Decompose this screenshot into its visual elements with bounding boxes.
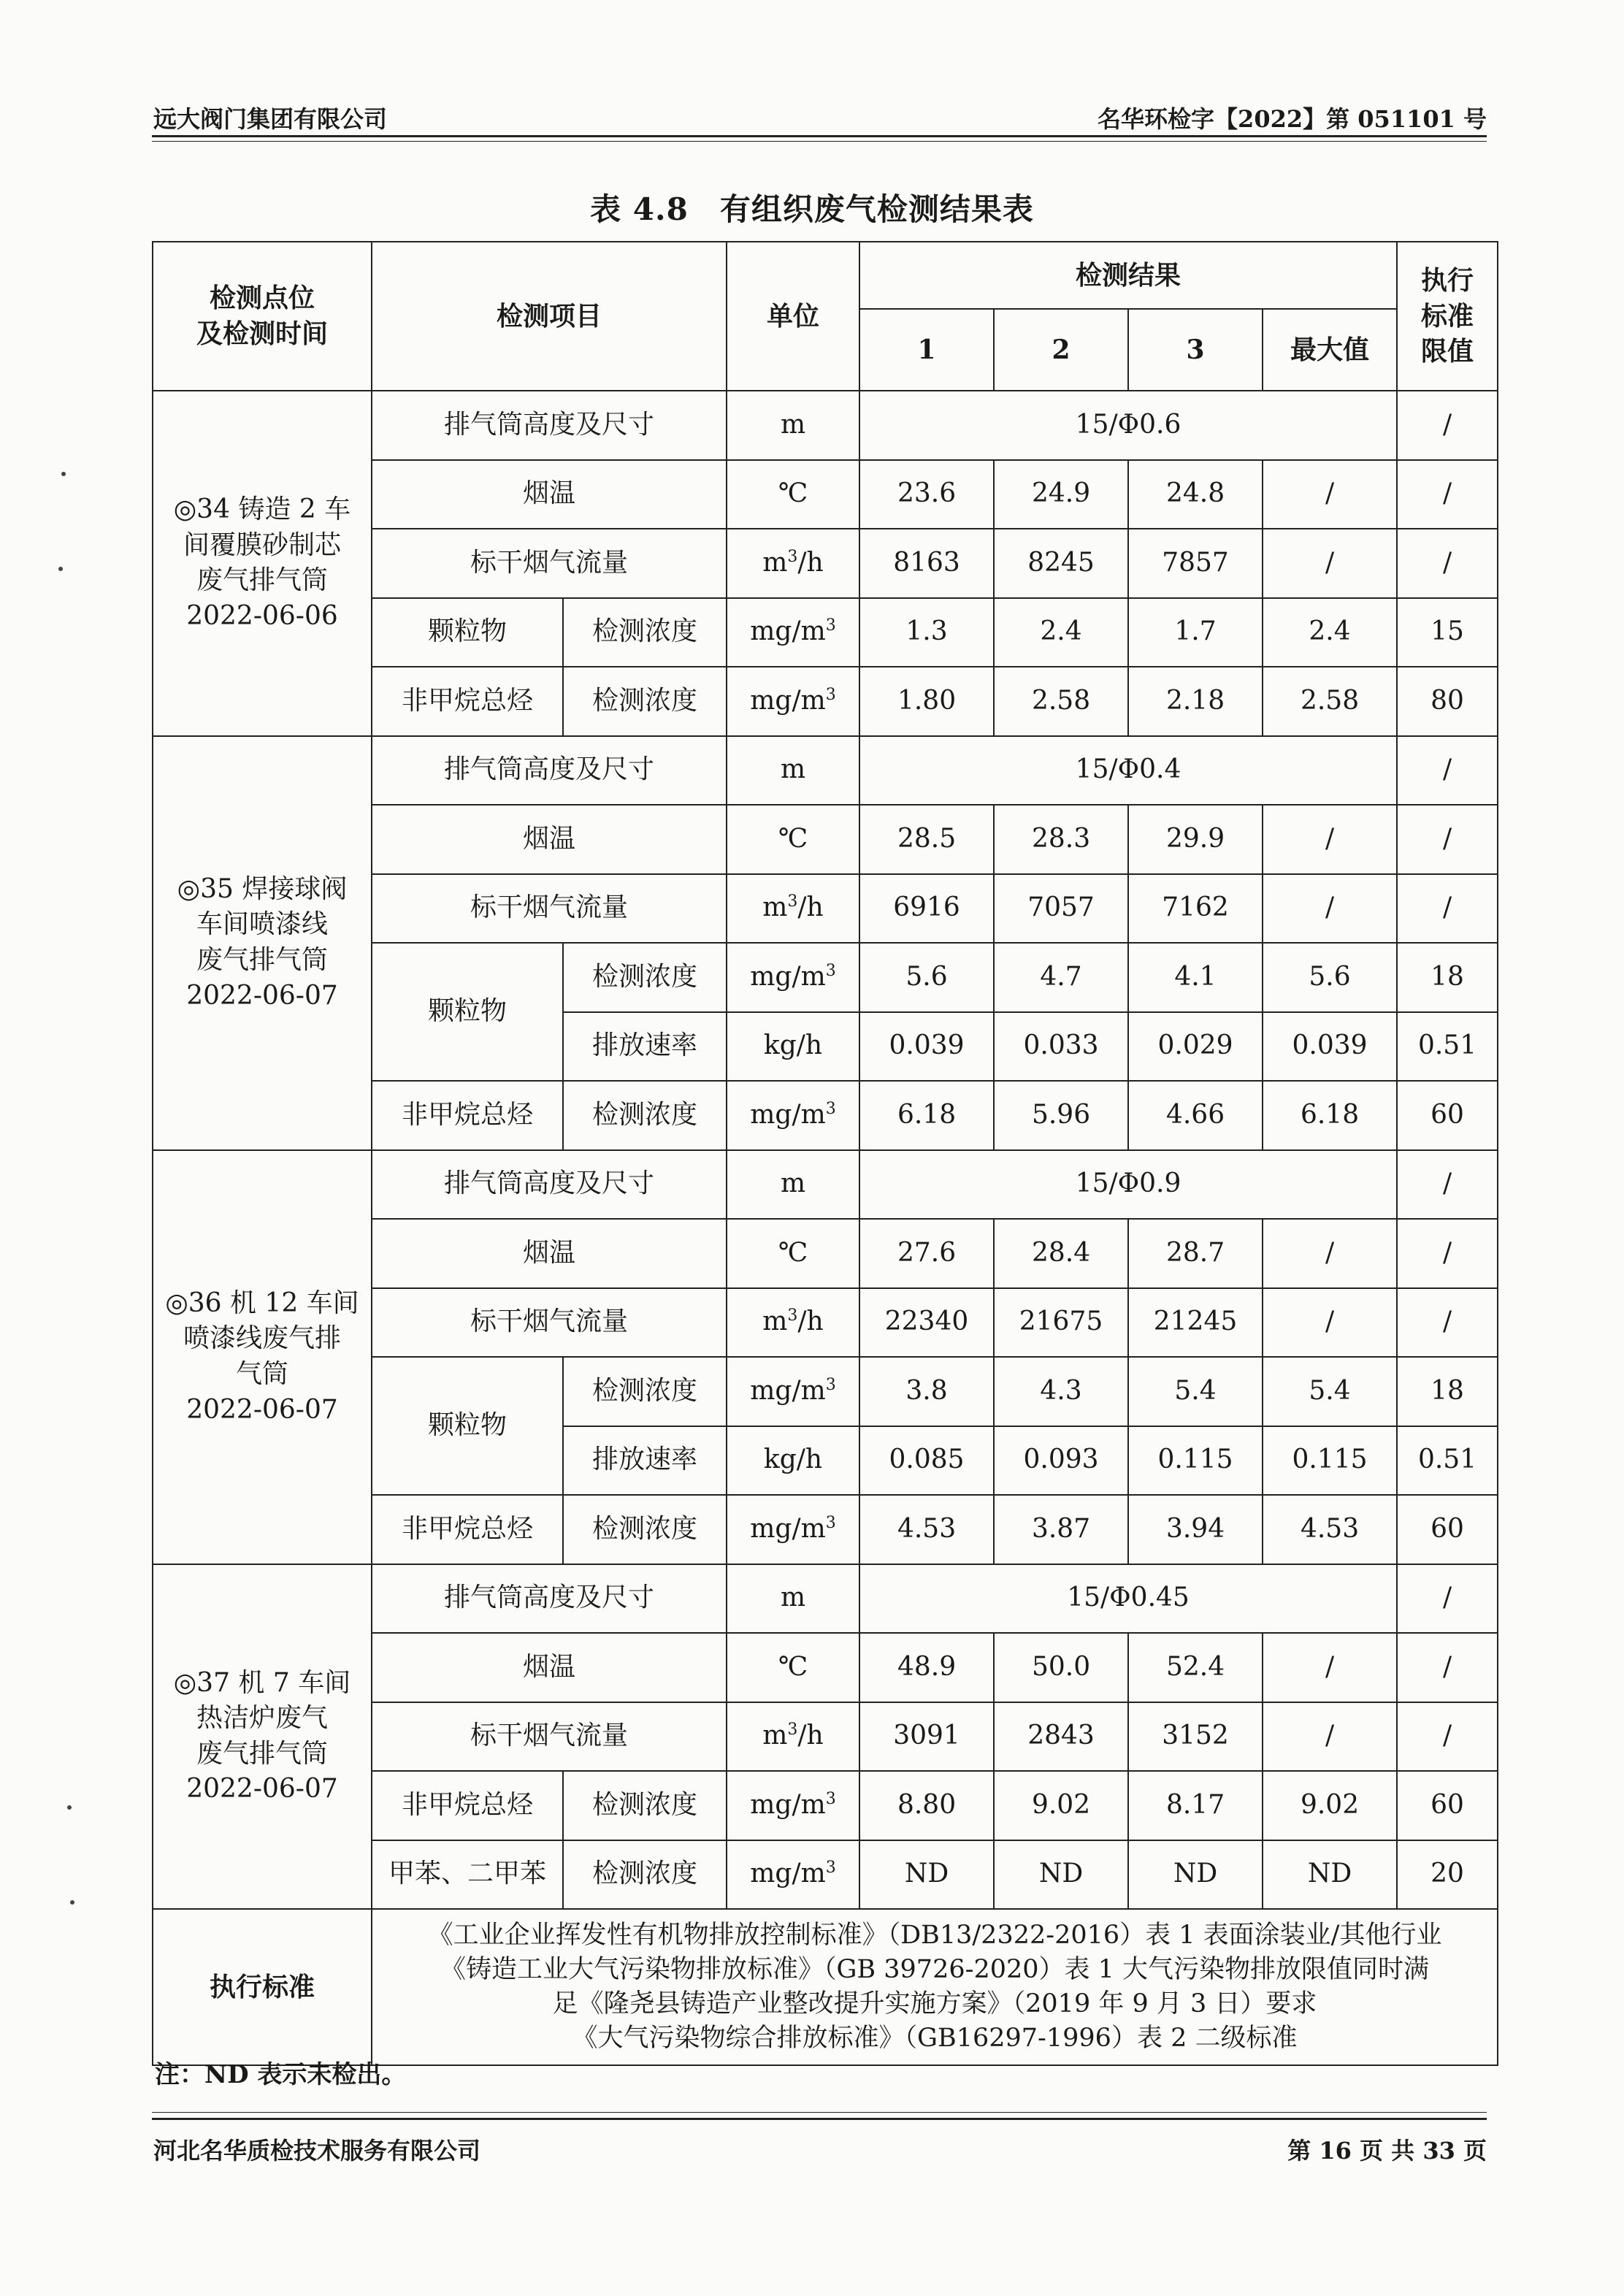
merged-result-cell: 15/Φ0.6 bbox=[859, 391, 1397, 460]
max-cell: ND bbox=[1263, 1840, 1397, 1910]
max-cell: / bbox=[1263, 1633, 1397, 1702]
unit-cell bbox=[727, 874, 859, 944]
limit-cell: / bbox=[1397, 874, 1498, 944]
header-report-number: 名华环检字【2022】第 051101 号 bbox=[1098, 105, 1487, 133]
unit-superscript: 3 bbox=[825, 1513, 836, 1532]
footnote: 注：ND 表示未检出。 bbox=[155, 2060, 407, 2089]
result-cell: 52.4 bbox=[1128, 1633, 1263, 1702]
point-cell: ◎36 机 12 车间 喷漆线废气排 气筒 2022-06-07 bbox=[153, 1150, 372, 1564]
standard-line: 足《隆尧县铸造产业整改提升实施方案》（2019 年 9 月 3 日）要求 bbox=[552, 1989, 1317, 2018]
unit-cell bbox=[727, 1288, 859, 1358]
max-cell: / bbox=[1263, 460, 1397, 529]
result-cell: 0.093 bbox=[994, 1426, 1128, 1496]
result-cell: 7857 bbox=[1128, 529, 1263, 598]
point-cell: ◎37 机 7 车间 热洁炉废气 废气排气筒 2022-06-07 bbox=[153, 1564, 372, 1910]
item-category-cell: 非甲烷总烃 bbox=[372, 1771, 563, 1840]
unit-cell bbox=[727, 943, 859, 1012]
result-cell: 3.87 bbox=[994, 1495, 1128, 1564]
unit-superscript: 3 bbox=[787, 892, 798, 911]
item-cell: 标干烟气流量 bbox=[372, 529, 727, 598]
result-cell: 2843 bbox=[994, 1702, 1128, 1772]
result-cell: 2.18 bbox=[1128, 667, 1263, 736]
unit-cell: m bbox=[727, 1150, 859, 1220]
unit-superscript: 3 bbox=[825, 1375, 836, 1394]
footer-page-number: 第 16 页 共 33 页 bbox=[1287, 2137, 1487, 2165]
standard-label: 执行标准 bbox=[153, 1909, 372, 2065]
unit-cell: ℃ bbox=[727, 805, 859, 874]
unit-superscript: 3 bbox=[825, 1789, 836, 1808]
unit-cell bbox=[727, 529, 859, 598]
table-row bbox=[153, 1150, 1498, 1220]
limit-cell: / bbox=[1397, 1564, 1498, 1634]
unit-superscript: 3 bbox=[825, 685, 836, 704]
unit-cell: m bbox=[727, 1564, 859, 1634]
limit-cell: 0.51 bbox=[1397, 1012, 1498, 1082]
unit-base: mg/m bbox=[750, 1859, 826, 1889]
item-cell: 烟温 bbox=[372, 460, 727, 529]
max-cell: 5.4 bbox=[1263, 1357, 1397, 1426]
item-cell: 标干烟气流量 bbox=[372, 1702, 727, 1772]
result-cell: 50.0 bbox=[994, 1633, 1128, 1702]
max-cell: / bbox=[1263, 1702, 1397, 1772]
col-header-item: 检测项目 bbox=[372, 242, 727, 391]
col-header-r2: 2 bbox=[994, 309, 1128, 391]
table-row bbox=[153, 1564, 1498, 1634]
standard-row bbox=[153, 1909, 1498, 2065]
unit-tail: /h bbox=[797, 1721, 824, 1751]
result-cell: 3152 bbox=[1128, 1702, 1263, 1772]
result-cell: 0.029 bbox=[1128, 1012, 1263, 1082]
unit-superscript: 3 bbox=[825, 961, 836, 980]
col-header-results: 检测结果 bbox=[859, 242, 1397, 309]
merged-result-cell: 15/Φ0.4 bbox=[859, 736, 1397, 805]
result-cell: 24.8 bbox=[1128, 460, 1263, 529]
limit-cell: 60 bbox=[1397, 1495, 1498, 1564]
result-cell: 1.7 bbox=[1128, 598, 1263, 667]
header-row bbox=[153, 242, 1498, 309]
max-cell: 9.02 bbox=[1263, 1771, 1397, 1840]
max-cell: / bbox=[1263, 805, 1397, 874]
result-cell: 5.4 bbox=[1128, 1357, 1263, 1426]
result-cell: 3.8 bbox=[859, 1357, 994, 1426]
limit-cell: 0.51 bbox=[1397, 1426, 1498, 1496]
unit-cell bbox=[727, 598, 859, 667]
result-cell: 27.6 bbox=[859, 1219, 994, 1288]
unit-base: m bbox=[762, 1306, 788, 1337]
item-cell: 排气筒高度及尺寸 bbox=[372, 1564, 727, 1634]
item-cell: 烟温 bbox=[372, 805, 727, 874]
item-metric-cell: 检测浓度 bbox=[563, 1840, 727, 1910]
result-cell: 9.02 bbox=[994, 1771, 1128, 1840]
unit-base: m bbox=[762, 892, 788, 923]
unit-base: mg/m bbox=[750, 685, 826, 716]
result-cell: 29.9 bbox=[1128, 805, 1263, 874]
unit-base: mg/m bbox=[750, 616, 826, 647]
limit-cell: / bbox=[1397, 736, 1498, 805]
result-cell: 5.96 bbox=[994, 1081, 1128, 1150]
header-rule-thin bbox=[152, 141, 1487, 142]
merged-result-cell: 15/Φ0.9 bbox=[859, 1150, 1397, 1220]
scan-speck bbox=[58, 567, 63, 571]
unit-superscript: 3 bbox=[787, 1306, 798, 1325]
result-cell: 7162 bbox=[1128, 874, 1263, 944]
result-cell: 4.1 bbox=[1128, 943, 1263, 1012]
result-cell: 3091 bbox=[859, 1702, 994, 1772]
item-metric-cell: 检测浓度 bbox=[563, 1081, 727, 1150]
result-cell: 4.53 bbox=[859, 1495, 994, 1564]
max-cell: / bbox=[1263, 1288, 1397, 1358]
result-cell: 4.7 bbox=[994, 943, 1128, 1012]
unit-superscript: 3 bbox=[787, 1721, 798, 1740]
col-header-unit: 单位 bbox=[727, 242, 859, 391]
item-cell: 标干烟气流量 bbox=[372, 1288, 727, 1358]
limit-cell: / bbox=[1397, 1633, 1498, 1702]
table-row bbox=[153, 736, 1498, 805]
footer-company: 河北名华质检技术服务有限公司 bbox=[153, 2137, 481, 2165]
standard-line: 《大气污染物综合排放标准》（GB16297-1996）表 2 二级标准 bbox=[572, 2024, 1298, 2054]
result-cell: 28.3 bbox=[994, 805, 1128, 874]
unit-tail: /h bbox=[797, 1306, 824, 1337]
unit-base: mg/m bbox=[750, 1513, 826, 1544]
result-cell: 6.18 bbox=[859, 1081, 994, 1150]
max-cell: 4.53 bbox=[1263, 1495, 1397, 1564]
standard-line: 《铸造工业大气污染物排放标准》（GB 39726-2020）表 1 大气污染物排放限值同时满 bbox=[440, 1954, 1430, 1984]
max-cell: 0.115 bbox=[1263, 1426, 1397, 1496]
item-cell: 标干烟气流量 bbox=[372, 874, 727, 944]
limit-cell: 60 bbox=[1397, 1771, 1498, 1840]
limit-cell: / bbox=[1397, 460, 1498, 529]
point-cell: ◎35 焊接球阀 车间喷漆线 废气排气筒 2022-06-07 bbox=[153, 736, 372, 1150]
item-cell: 烟温 bbox=[372, 1633, 727, 1702]
limit-cell: / bbox=[1397, 1702, 1498, 1772]
limit-cell: / bbox=[1397, 805, 1498, 874]
result-cell: 3.94 bbox=[1128, 1495, 1263, 1564]
unit-base: mg/m bbox=[750, 1375, 826, 1406]
unit-superscript: 3 bbox=[825, 616, 836, 635]
limit-cell: / bbox=[1397, 1219, 1498, 1288]
unit-tail: /h bbox=[797, 892, 824, 923]
item-metric-cell: 检测浓度 bbox=[563, 943, 727, 1012]
max-cell: / bbox=[1263, 529, 1397, 598]
result-cell: 8.17 bbox=[1128, 1771, 1263, 1840]
unit-base: m bbox=[762, 547, 788, 578]
item-metric-cell: 检测浓度 bbox=[563, 1771, 727, 1840]
result-cell: 0.085 bbox=[859, 1426, 994, 1496]
result-cell: 48.9 bbox=[859, 1633, 994, 1702]
result-cell: 8.80 bbox=[859, 1771, 994, 1840]
footer-rule bbox=[152, 2118, 1487, 2120]
item-category-cell: 颗粒物 bbox=[372, 598, 563, 667]
result-cell: 6916 bbox=[859, 874, 994, 944]
results-table bbox=[152, 241, 1498, 2066]
unit-superscript: 3 bbox=[825, 1099, 836, 1118]
item-cell: 排气筒高度及尺寸 bbox=[372, 1150, 727, 1220]
limit-cell: 20 bbox=[1397, 1840, 1498, 1910]
unit-cell: kg/h bbox=[727, 1012, 859, 1082]
unit-cell: kg/h bbox=[727, 1426, 859, 1496]
result-cell: 0.033 bbox=[994, 1012, 1128, 1082]
header-company: 远大阀门集团有限公司 bbox=[153, 105, 388, 133]
scan-speck bbox=[61, 472, 66, 476]
result-cell: 28.5 bbox=[859, 805, 994, 874]
item-metric-cell: 检测浓度 bbox=[563, 667, 727, 736]
unit-base: mg/m bbox=[750, 1789, 826, 1820]
col-header-limit: 执行 标准 限值 bbox=[1397, 242, 1498, 391]
unit-superscript: 3 bbox=[787, 547, 798, 566]
item-category-cell: 甲苯、二甲苯 bbox=[372, 1840, 563, 1910]
unit-cell bbox=[727, 667, 859, 736]
result-cell: ND bbox=[859, 1840, 994, 1910]
unit-cell bbox=[727, 1081, 859, 1150]
result-cell: 4.66 bbox=[1128, 1081, 1263, 1150]
limit-cell: 15 bbox=[1397, 598, 1498, 667]
result-cell: 1.80 bbox=[859, 667, 994, 736]
unit-cell bbox=[727, 1840, 859, 1910]
max-cell: 5.6 bbox=[1263, 943, 1397, 1012]
unit-cell bbox=[727, 1495, 859, 1564]
result-cell: 28.7 bbox=[1128, 1219, 1263, 1288]
result-cell: ND bbox=[1128, 1840, 1263, 1910]
limit-cell: / bbox=[1397, 1150, 1498, 1220]
item-category-cell: 非甲烷总烃 bbox=[372, 667, 563, 736]
max-cell: 0.039 bbox=[1263, 1012, 1397, 1082]
result-cell: ND bbox=[994, 1840, 1128, 1910]
unit-cell bbox=[727, 1702, 859, 1772]
item-category-cell: 非甲烷总烃 bbox=[372, 1495, 563, 1564]
item-metric-cell: 检测浓度 bbox=[563, 598, 727, 667]
result-cell: 2.4 bbox=[994, 598, 1128, 667]
col-header-r1: 1 bbox=[859, 309, 994, 391]
merged-result-cell: 15/Φ0.45 bbox=[859, 1564, 1397, 1634]
unit-superscript: 3 bbox=[825, 1859, 836, 1878]
item-cell: 排气筒高度及尺寸 bbox=[372, 736, 727, 805]
result-cell: 0.115 bbox=[1128, 1426, 1263, 1496]
max-cell: / bbox=[1263, 874, 1397, 944]
standard-text bbox=[372, 1909, 1498, 2065]
table-title: 表 4.8 有组织废气检测结果表 bbox=[590, 191, 1034, 227]
unit-cell: m bbox=[727, 736, 859, 805]
result-cell: 4.3 bbox=[994, 1357, 1128, 1426]
limit-cell: 60 bbox=[1397, 1081, 1498, 1150]
unit-cell: ℃ bbox=[727, 460, 859, 529]
result-cell: 22340 bbox=[859, 1288, 994, 1358]
result-cell: 21245 bbox=[1128, 1288, 1263, 1358]
header-rule bbox=[152, 135, 1487, 137]
max-cell: 2.4 bbox=[1263, 598, 1397, 667]
unit-cell: ℃ bbox=[727, 1219, 859, 1288]
item-category-cell: 颗粒物 bbox=[372, 943, 563, 1081]
result-cell: 24.9 bbox=[994, 460, 1128, 529]
item-cell: 排气筒高度及尺寸 bbox=[372, 391, 727, 460]
standard-line: 《工业企业挥发性有机物排放控制标准》（DB13/2322-2016）表 1 表面涂装业/其他行业 bbox=[427, 1920, 1442, 1950]
result-cell: 7057 bbox=[994, 874, 1128, 944]
result-cell: 5.6 bbox=[859, 943, 994, 1012]
result-cell: 23.6 bbox=[859, 460, 994, 529]
result-cell: 1.3 bbox=[859, 598, 994, 667]
limit-cell: / bbox=[1397, 1288, 1498, 1358]
limit-cell: / bbox=[1397, 529, 1498, 598]
limit-cell: 18 bbox=[1397, 943, 1498, 1012]
item-metric-cell: 检测浓度 bbox=[563, 1495, 727, 1564]
max-cell: 2.58 bbox=[1263, 667, 1397, 736]
result-cell: 0.039 bbox=[859, 1012, 994, 1082]
unit-tail: /h bbox=[797, 547, 824, 578]
limit-cell: 80 bbox=[1397, 667, 1498, 736]
unit-cell: ℃ bbox=[727, 1633, 859, 1702]
result-cell: 28.4 bbox=[994, 1219, 1128, 1288]
result-cell: 2.58 bbox=[994, 667, 1128, 736]
unit-base: mg/m bbox=[750, 1099, 826, 1130]
result-cell: 21675 bbox=[994, 1288, 1128, 1358]
result-cell: 8163 bbox=[859, 529, 994, 598]
unit-cell bbox=[727, 1357, 859, 1426]
result-cell: 8245 bbox=[994, 529, 1128, 598]
footer-rule-thin bbox=[152, 2112, 1487, 2113]
limit-cell: 18 bbox=[1397, 1357, 1498, 1426]
unit-base: m bbox=[762, 1721, 788, 1751]
scan-speck bbox=[70, 1900, 74, 1905]
point-cell: ◎34 铸造 2 车 间覆膜砂制芯 废气排气筒 2022-06-06 bbox=[153, 391, 372, 736]
item-metric-cell: 排放速率 bbox=[563, 1426, 727, 1496]
table-row bbox=[153, 391, 1498, 460]
unit-cell bbox=[727, 1771, 859, 1840]
unit-cell: m bbox=[727, 391, 859, 460]
max-cell: 6.18 bbox=[1263, 1081, 1397, 1150]
item-cell: 烟温 bbox=[372, 1219, 727, 1288]
item-metric-cell: 排放速率 bbox=[563, 1012, 727, 1082]
unit-base: mg/m bbox=[750, 961, 826, 992]
col-header-max: 最大值 bbox=[1263, 309, 1397, 391]
item-category-cell: 颗粒物 bbox=[372, 1357, 563, 1495]
item-metric-cell: 检测浓度 bbox=[563, 1357, 727, 1426]
limit-cell: / bbox=[1397, 391, 1498, 460]
col-header-point: 检测点位 及检测时间 bbox=[153, 242, 372, 391]
max-cell: / bbox=[1263, 1219, 1397, 1288]
item-category-cell: 非甲烷总烃 bbox=[372, 1081, 563, 1150]
col-header-r3: 3 bbox=[1128, 309, 1263, 391]
scan-speck bbox=[67, 1805, 72, 1810]
